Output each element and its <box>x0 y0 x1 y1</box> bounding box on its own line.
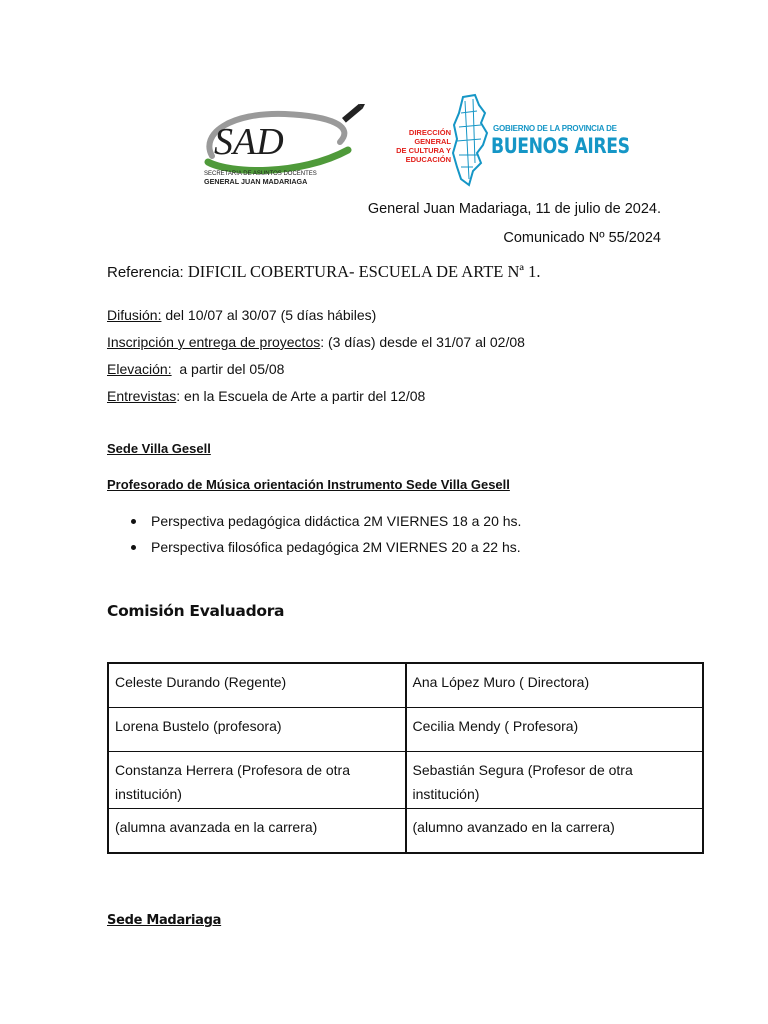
reference-label: Referencia: <box>107 264 188 281</box>
schedule-inscripcion <box>107 334 525 350</box>
buenos-aires-map-icon <box>451 93 491 188</box>
sad-line2: GENERAL JUAN MADARIAGA <box>204 177 308 186</box>
dgce-line2: DE CULTURA Y EDUCACIÓN <box>396 146 451 164</box>
sad-line1: SECRETARIA DE ASUNTOS DOCENTES <box>204 171 317 177</box>
table-cell: Sebastián Segura (Profesor de otra institución) <box>406 752 704 809</box>
section-heading-villa-gesell: Sede Villa Gesell <box>107 441 211 456</box>
schedule-label: Entrevistas <box>107 388 177 404</box>
table-cell: Ana López Muro ( Directora) <box>406 663 704 708</box>
table-cell: (alumna avanzada en la carrera) <box>108 809 406 854</box>
bullet-icon <box>131 519 136 524</box>
profesorado-title: Profesorado de Música orientación Instrumento Sede Villa Gesell <box>107 477 510 492</box>
bullet-icon <box>131 545 136 550</box>
table-cell: (alumno avanzado en la carrera) <box>406 809 704 854</box>
dgce-line1: DIRECCIÓN GENERAL <box>408 128 451 146</box>
reference-line <box>107 262 540 282</box>
dgce-logo-text <box>375 128 451 164</box>
date-line: General Juan Madariaga, 11 de julio de 2024. <box>367 201 661 217</box>
subjects-list <box>107 508 521 560</box>
subject-text: Perspectiva filosófica pedagógica 2M VIERNES 20 a 22 hs. <box>151 539 521 555</box>
sad-logo-graphic <box>190 104 368 190</box>
table-row <box>108 663 703 708</box>
committee-heading: Comisión Evaluadora <box>107 602 285 620</box>
section-heading-madariaga: Sede Madariaga <box>107 913 222 928</box>
gba-main-text: BUENOS AIRES <box>491 134 630 158</box>
committee-table <box>107 662 704 854</box>
list-item <box>107 534 521 560</box>
schedule-entrevistas <box>107 388 425 404</box>
schedule-elevacion <box>107 361 284 377</box>
schedule-value: del 10/07 al 30/07 (5 días hábiles) <box>161 307 377 323</box>
schedule-difusion <box>107 307 376 323</box>
schedule-label: Difusión: <box>107 307 162 323</box>
table-row <box>108 809 703 854</box>
gba-top-text: GOBIERNO DE LA PROVINCIA DE <box>493 124 617 133</box>
schedule-value: a partir del 05/08 <box>171 361 285 377</box>
schedule-value: : (3 días) desde el 31/07 al 02/08 <box>320 334 525 350</box>
table-cell: Lorena Bustelo (profesora) <box>108 708 406 752</box>
schedule-value: : en la Escuela de Arte a partir del 12/08 <box>176 388 426 404</box>
table-cell: Celeste Durando (Regente) <box>108 663 406 708</box>
table-cell: Constanza Herrera (Profesora de otra institución) <box>108 752 406 809</box>
reference-value: DIFICIL COBERTURA- ESCUELA DE ARTE Nª 1. <box>187 262 541 281</box>
schedule-label: Inscripción y entrega de proyectos <box>107 334 321 350</box>
table-cell: Cecilia Mendy ( Profesora) <box>406 708 704 752</box>
sad-logo <box>190 104 368 190</box>
schedule-label: Elevación: <box>107 361 172 377</box>
table-row <box>108 708 703 752</box>
communique-number: Comunicado Nº 55/2024 <box>503 230 661 246</box>
subject-text: Perspectiva pedagógica didáctica 2M VIERNES 18 a 20 hs. <box>151 513 522 529</box>
list-item <box>107 508 521 534</box>
sad-acronym: SAD <box>214 121 284 163</box>
table-row <box>108 752 703 809</box>
